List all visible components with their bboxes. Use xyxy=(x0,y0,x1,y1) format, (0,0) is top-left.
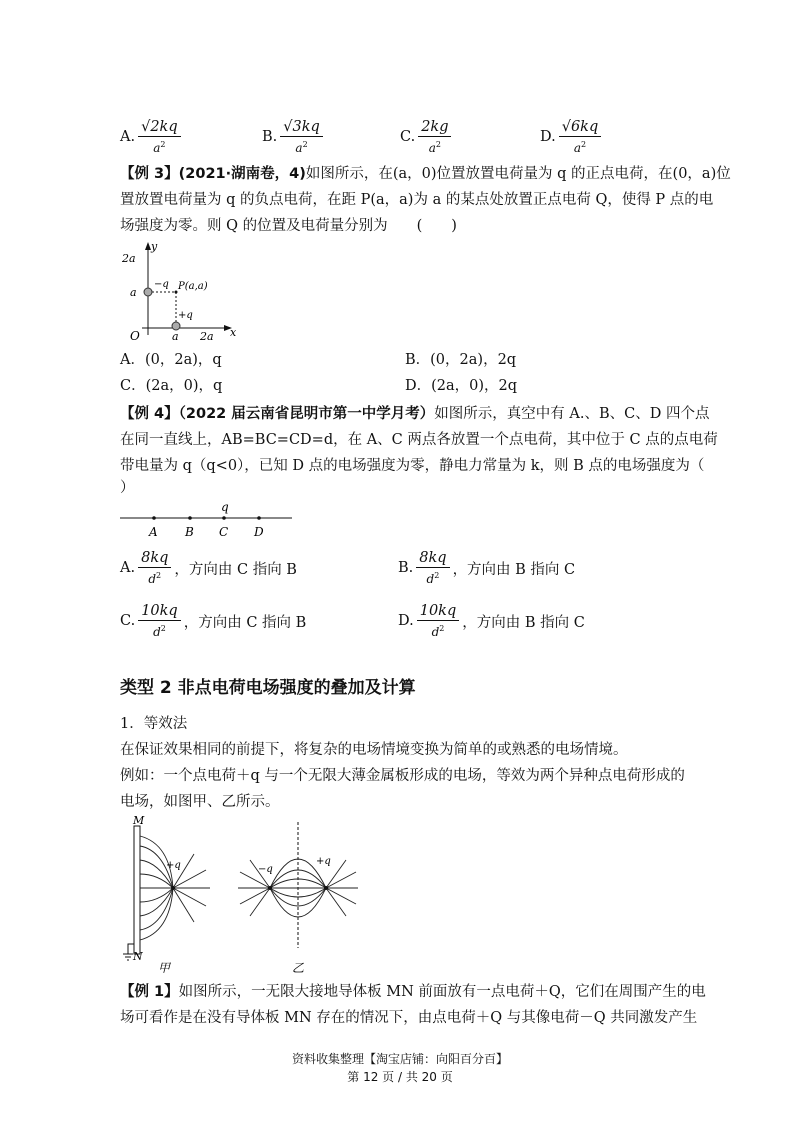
x-label: x xyxy=(230,326,237,339)
example3-option-a: A．(0，2a)，q xyxy=(120,352,222,368)
point-c-label: C xyxy=(219,525,229,539)
example4-line3: 带电量为 q（q<0），已知 D 点的电场强度为零，静电力常量为 k，则 B 点的电场强度为（ xyxy=(120,458,705,474)
example3-line1: 【例 3】(2021·湖南卷，4)如图所示，在(a，0)位置放置电荷量为 q 的正点电荷，在(0，a)位 xyxy=(120,166,731,182)
example4-option-a: A. $\frac{8kq}{d^2}$ ，方向由 C 指向 B xyxy=(120,550,297,586)
example4-option-d: D. $\frac{10kq}{d^2}$ ，方向由 B 指向 C xyxy=(398,603,585,639)
section-para1: 在保证效果相同的前提下，将复杂的电场情境变换为简单的或熟悉的电场情境。 xyxy=(120,742,628,758)
fraction: $\frac{√6kq}{a^2}$ xyxy=(559,118,602,156)
pos-charge-label: +q xyxy=(316,856,331,867)
example4-option-c: C. $\frac{10kq}{d^2}$ ，方向由 C 指向 B xyxy=(120,603,307,639)
neg-charge-label: −q xyxy=(154,279,169,290)
plate-bottom-label: N xyxy=(133,950,143,963)
tick-2a-y: 2a xyxy=(122,252,136,265)
tick-2a-x: 2a xyxy=(200,330,214,343)
fraction: $\frac{8kq}{d^2}$ xyxy=(416,549,449,587)
example1-line1: 【例 1】如图所示，一无限大接地导体板 MN 前面放有一点电荷＋Q，它们在周围产生的电 xyxy=(120,984,706,1000)
top-option-b: B. $\frac{√3kq}{a^2}$ xyxy=(262,118,326,156)
footer-source: 资料收集整理【淘宝店铺：向阳百分百】 xyxy=(291,1052,508,1066)
example3-option-c: C．(2a，0)，q xyxy=(120,378,223,394)
point-b-label: B xyxy=(185,525,194,539)
fraction: $\frac{8kq}{d^2}$ xyxy=(138,549,171,587)
point-a-label: A xyxy=(149,525,158,539)
negative-charge xyxy=(144,288,152,296)
footer-page-number: 第 12 页 / 共 20 页 xyxy=(347,1070,453,1084)
section-title: 类型 2 非点电荷电场强度的叠加及计算 xyxy=(120,678,416,698)
example3-figure xyxy=(118,240,248,344)
fraction: $\frac{10kq}{d^2}$ xyxy=(417,602,460,640)
plate-top-label: M xyxy=(133,814,145,827)
origin-label: O xyxy=(130,329,140,343)
pos-charge-label: +q xyxy=(178,310,193,321)
section-para2a: 例如：一个点电荷＋q 与一个无限大薄金属板形成的电场，等效为两个异种点电荷形成的 xyxy=(120,768,685,784)
point-b-dot xyxy=(188,516,192,520)
example4-line2: 在同一直线上，AB=BC=CD=d，在 A、C 两点各放置一个点电荷，其中位于 C 点的点电荷 xyxy=(120,432,718,448)
fraction: $\frac{√2kq}{a^2}$ xyxy=(138,118,181,156)
y-label: y xyxy=(151,240,158,253)
tick-a-y: a xyxy=(130,286,137,299)
section-item1: 1．等效法 xyxy=(120,716,188,732)
example3-option-d: D．(2a，0)，2q xyxy=(405,378,518,394)
figure-jia xyxy=(118,814,222,974)
section-para2b: 电场，如图甲、乙所示。 xyxy=(120,794,280,810)
fraction: $\frac{10kq}{d^2}$ xyxy=(138,602,181,640)
top-option-d: D. $\frac{√6kq}{a^2}$ xyxy=(540,118,604,156)
example4-figure xyxy=(118,500,298,542)
charge-label: +q xyxy=(166,860,181,871)
figure-yi xyxy=(232,814,366,974)
fraction: $\frac{2kg}{a^2}$ xyxy=(418,118,451,156)
charge-label: q xyxy=(221,500,229,514)
neg-charge-label: −q xyxy=(258,864,273,875)
example3-option-b: B．(0，2a)，2q xyxy=(405,352,517,368)
tick-a-x: a xyxy=(172,330,179,343)
example4-option-b: B. $\frac{8kq}{d^2}$ ，方向由 B 指向 C xyxy=(398,550,576,586)
caption-yi: 乙 xyxy=(292,961,305,974)
point-d-label: D xyxy=(254,525,264,539)
point-d-dot xyxy=(257,516,261,520)
neg-charge-dot xyxy=(268,886,272,890)
point-a-dot xyxy=(152,516,156,520)
top-option-a: A. $\frac{√2kq}{a^2}$ xyxy=(120,118,184,156)
caption-jia: 甲 xyxy=(158,961,171,974)
point-c-dot xyxy=(222,516,226,520)
example4-line4: ） xyxy=(120,480,135,496)
charge-dot xyxy=(171,886,175,890)
example1-line2: 场可看作是在没有导体板 MN 存在的情况下，由点电荷＋Q 与其像电荷－Q 共同激发产生 xyxy=(120,1010,698,1026)
positive-charge xyxy=(172,322,180,330)
point-p-label: P(a,a) xyxy=(178,281,208,292)
metal-plate xyxy=(134,826,140,954)
top-option-c: C. $\frac{2kg}{a^2}$ xyxy=(400,118,454,156)
example3-line3: 场强度为零。则 Q 的位置及电荷量分别为 ( ) xyxy=(120,218,457,234)
fraction: $\frac{√3kq}{a^2}$ xyxy=(280,118,323,156)
example4-line1: 【例 4】（2022 届云南省昆明市第一中学月考）如图所示，真空中有 A.、B、C、D 四个点 xyxy=(120,406,710,422)
pos-charge-dot xyxy=(324,886,328,890)
example3-line2: 置放置电荷量为 q 的负点电荷，在距 P(a，a)为 a 的某点处放置正点电荷 Q，使得 P 点的电 xyxy=(120,192,714,208)
